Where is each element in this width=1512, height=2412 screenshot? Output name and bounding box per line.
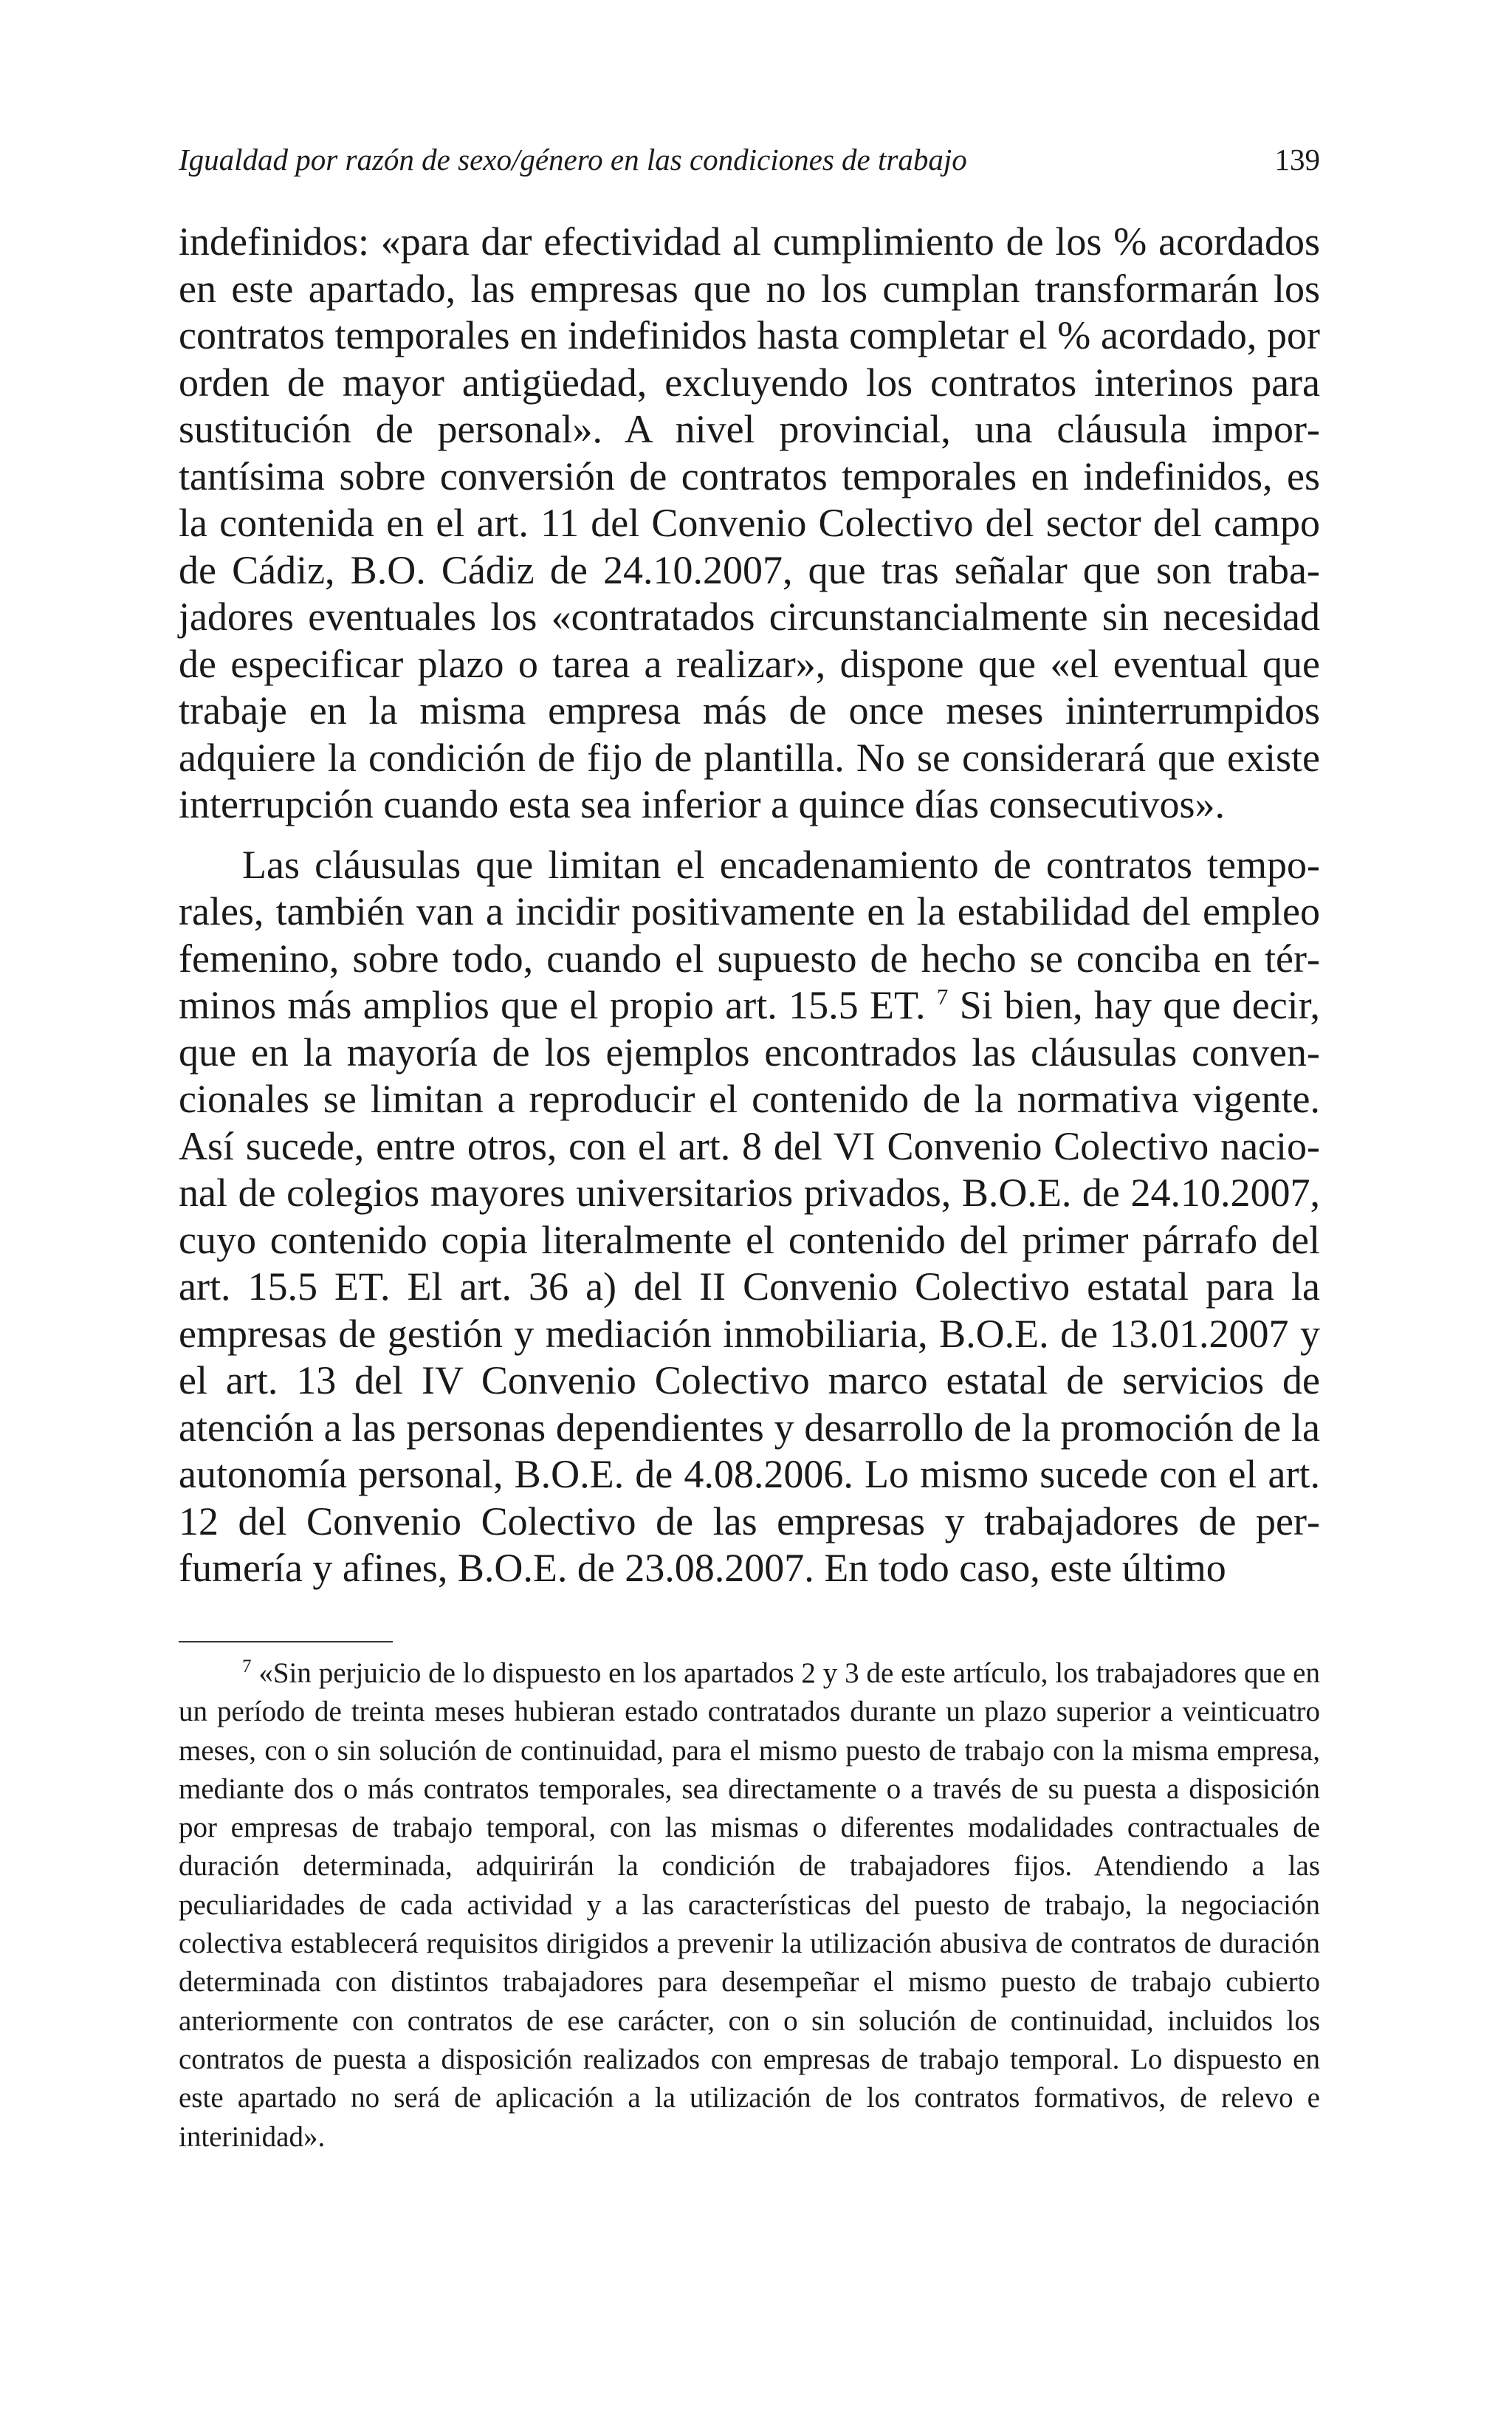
paragraph-2-text-after-ref: Si bien, hay que decir, que en la mayoría de los ejemplos encontrados las cláusulas convencionales se limitan a reproducir el contenido de la normativa vigente. Así sucede, entre otros, con el art. 8 del VI Convenio Colectivo nacional de colegios mayores universitarios privados, B.O.E. de 24.10.2007, cuyo contenido copia literalmente el contenido del primer párrafo del art. 15.5 ET. El art. 36 a) del II Convenio Colectivo estatal para la empresas de gestión y mediación inmobiliaria, B.O.E. de 13.01.2007 y el art. 13 del IV Convenio Colectivo marco estatal de servicios de atención a las personas dependientes y desarrollo de la promoción de la autonomía personal, B.O.E. de 4.08.2006. Lo mismo sucede con el art. 12 del Convenio Colectivo de las empresas y trabajadores de perfumería y afines, B.O.E. de 23.08.2007. En todo caso, este último — [179, 983, 1320, 1590]
paragraph-2 — [179, 842, 1320, 1592]
footnote-number: 7 — [242, 1656, 252, 1676]
main-text — [179, 219, 1320, 1592]
footnote-7 — [179, 1654, 1320, 2156]
paragraph-1: indefinidos: «para dar efectividad al cumplimiento de los % acordados en este apartado, las empresas que no los cumplan transformarán los contratos temporales en indefinidos hasta completar el % acordado, por orden de mayor antigüedad, excluyendo los contratos interinos para sustitución de personal». A nivel provincial, una cláusula importantísima sobre conversión de contratos temporales en indefinidos, es la contenida en el art. 11 del Convenio Colectivo del sector del campo de Cádiz, B.O. Cádiz de 24.10.2007, que tras señalar que son trabajadores eventuales los «contratados circunstancialmente sin necesidad de especificar plazo o tarea a realizar», dispone que «el eventual que trabaje en la misma empresa más de once meses ininterrumpidos adquiere la condición de fijo de plantilla. No se considerará que existe interrupción cuando esta sea inferior a quince días consecutivos». — [179, 219, 1320, 826]
footnote-area — [179, 1654, 1320, 2156]
running-title: Igualdad por razón de sexo/género en las condiciones de trabajo — [179, 143, 967, 177]
footnote-separator — [179, 1641, 393, 1642]
page-number: 139 — [1274, 143, 1320, 177]
running-header — [179, 137, 1320, 182]
footnote-reference[interactable]: 7 — [936, 984, 949, 1010]
paragraph-2-text-before-ref: Las cláusulas que limitan el encadenamiento de contratos temporales, también van a incidir positivamente en la estabilidad del empleo femenino, sobre todo, cuando el supuesto de hecho se conciba en términos más amplios que el propio art. 15.5 ET. — [179, 842, 1320, 1027]
footnote-text: «Sin perjuicio de lo dispuesto en los apartados 2 y 3 de este artículo, los trabajadores que en un período de treinta meses hubieran estado contratados durante un plazo superior a veinticuatro meses, con o sin solución de continuidad, para el mismo puesto de trabajo con la misma empresa, mediante dos o más contratos temporales, sea directamente o a través de su puesta a disposición por empresas de trabajo temporal, con las mismas o diferentes modalidades contractuales de duración determinada, adquirirán la condición de trabajadores fijos. Atendiendo a las peculiaridades de cada actividad y a las características del puesto de trabajo, la negociación colectiva establecerá requisitos dirigidos a prevenir la utilización abusiva de contratos de duración determinada con distintos trabajadores para desempeñar el mismo puesto de trabajo cubierto anteriormente con contratos de ese carácter, con o sin solución de continuidad, incluidos los contratos de puesta a disposición realizados con empresas de trabajo temporal. Lo dispuesto en este apartado no será de aplicación a la utilización de los contratos formativos, de relevo e interinidad». — [179, 1657, 1320, 2153]
